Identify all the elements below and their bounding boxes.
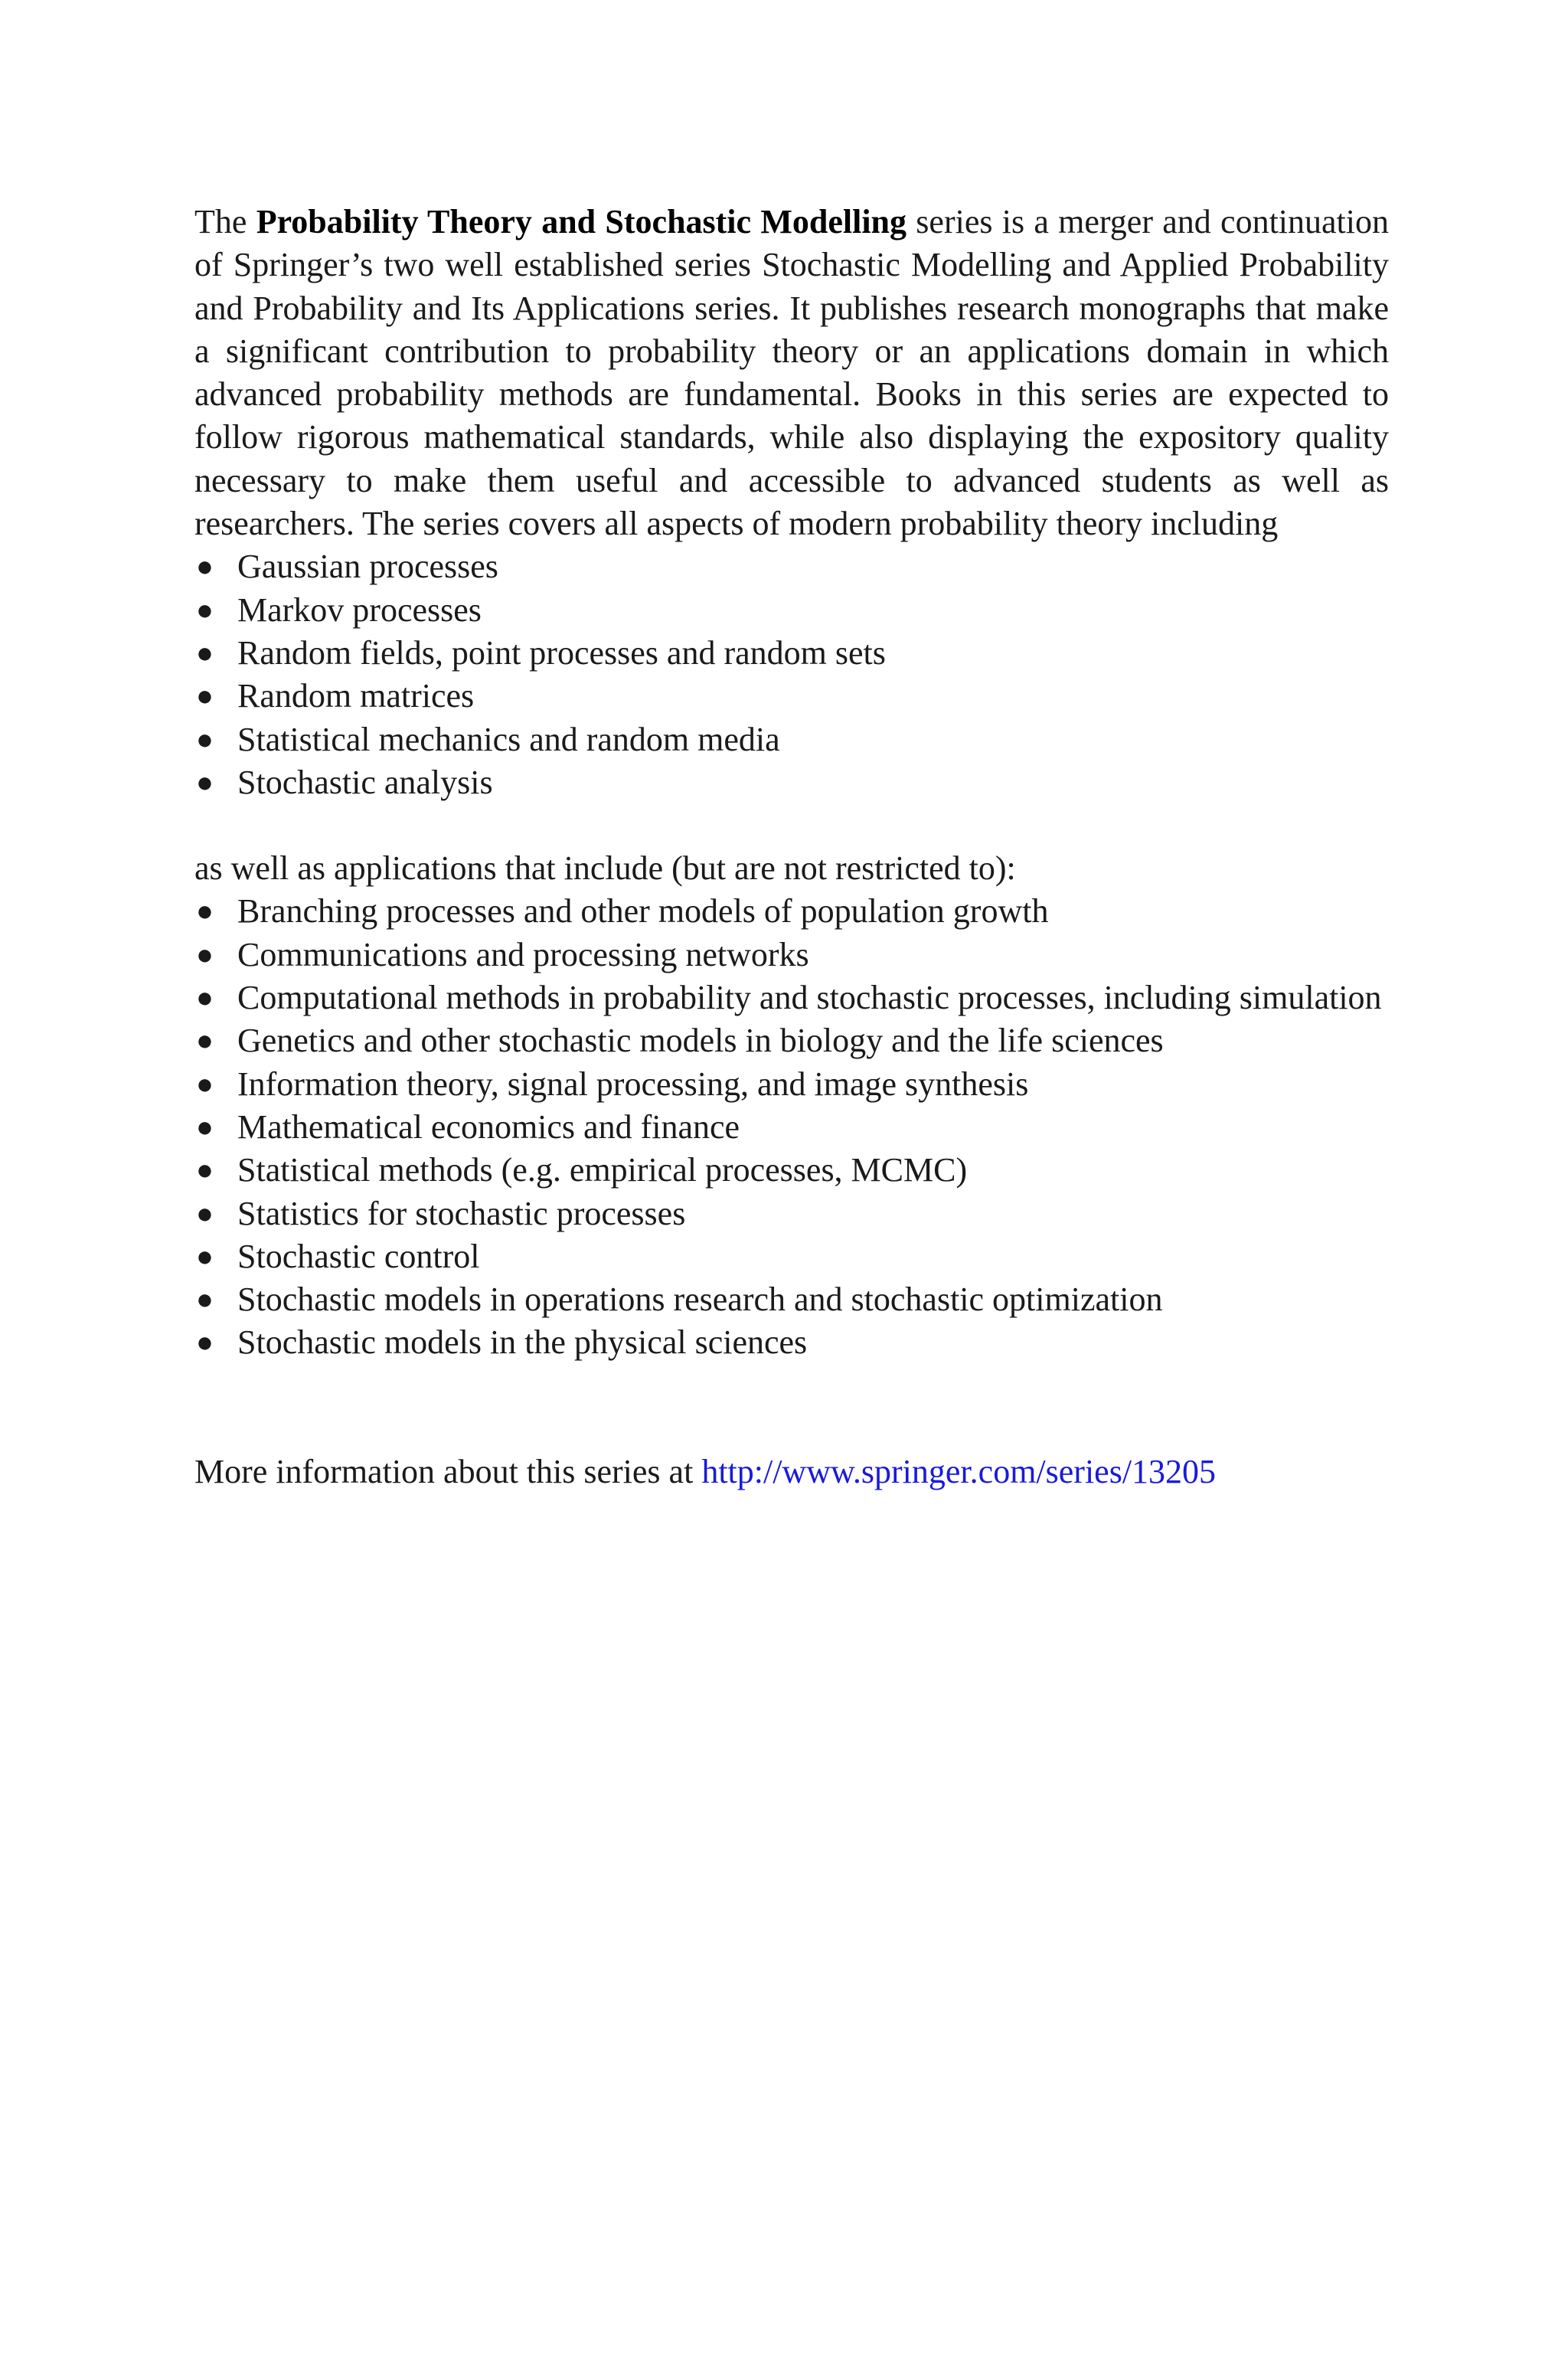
intro-lead: The	[194, 203, 247, 240]
bullet-icon: ●	[196, 636, 214, 669]
bullet-icon: ●	[196, 982, 214, 1015]
document-page	[194, 201, 1389, 1493]
more-info-text: More information about this series at	[194, 1452, 694, 1490]
bullet-icon: ●	[196, 895, 214, 928]
bullet-icon: ●	[196, 1110, 214, 1143]
intro-body: series is a merger and continuation of Springer’s two well established series Stochastic Modelling and Applied Probability and Probability and Its Applications series. It publishes research monographs that make a significant contribution to probability theory or an applications domain in which advanced probability methods are fundamental. Books in this series are expected to follow rigorous mathematical standards, while also displaying the expository quality necessary to make them useful and accessible to advanced students as well as researchers. The series covers all aspects of modern probability theory including	[194, 203, 1390, 543]
list-item: ● Information theory, signal processing, and image synthesis	[194, 1063, 1389, 1106]
list-item: ● Statistical mechanics and random media	[194, 718, 1389, 761]
list-item: ● Communications and processing networks	[194, 934, 1389, 976]
list-item: ● Stochastic analysis	[194, 761, 1389, 804]
list-item: ● Markov processes	[194, 589, 1389, 632]
list-item: ● Random matrices	[194, 675, 1389, 718]
list-item: ● Computational methods in probability and stochastic processes, including simulation	[194, 976, 1389, 1019]
intro-paragraph	[194, 201, 1389, 545]
bullet-icon: ●	[196, 1154, 214, 1187]
list-item: ● Mathematical economics and finance	[194, 1106, 1389, 1149]
bullet-icon: ●	[196, 551, 214, 584]
list-item: ● Genetics and other stochastic models in biology and the life sciences	[194, 1019, 1389, 1062]
bullet-icon: ●	[196, 1068, 214, 1101]
list-item: ● Stochastic control	[194, 1235, 1389, 1278]
bullet-icon: ●	[196, 1326, 214, 1359]
applications-list	[194, 890, 1389, 1364]
bullet-icon: ●	[196, 680, 214, 713]
list-item: ● Random fields, point processes and random sets	[194, 632, 1389, 675]
list-item: ● Stochastic models in operations research and stochastic optimization	[194, 1278, 1389, 1321]
list-item: ● Branching processes and other models of population growth	[194, 890, 1389, 933]
list-item: ● Statistics for stochastic processes	[194, 1192, 1389, 1235]
series-name: Probability Theory and Stochastic Modelling	[256, 203, 907, 240]
bullet-icon: ●	[196, 766, 214, 799]
more-info	[194, 1451, 1389, 1493]
bullet-icon: ●	[196, 1197, 214, 1230]
bullet-icon: ●	[196, 938, 214, 971]
bullet-icon: ●	[196, 1025, 214, 1058]
bullet-icon: ●	[196, 723, 214, 756]
series-link[interactable]: http://www.springer.com/series/13205	[701, 1452, 1217, 1490]
topics-list	[194, 545, 1389, 804]
list-item: ● Stochastic models in the physical sciences	[194, 1321, 1389, 1364]
bullet-icon: ●	[196, 1284, 214, 1317]
bullet-icon: ●	[196, 594, 214, 626]
applications-intro: as well as applications that include (but are not restricted to):	[194, 849, 1016, 888]
list-item: ● Statistical methods (e.g. empirical processes, MCMC)	[194, 1149, 1389, 1192]
bullet-icon: ●	[196, 1240, 214, 1273]
list-item: ● Gaussian processes	[194, 545, 1389, 588]
